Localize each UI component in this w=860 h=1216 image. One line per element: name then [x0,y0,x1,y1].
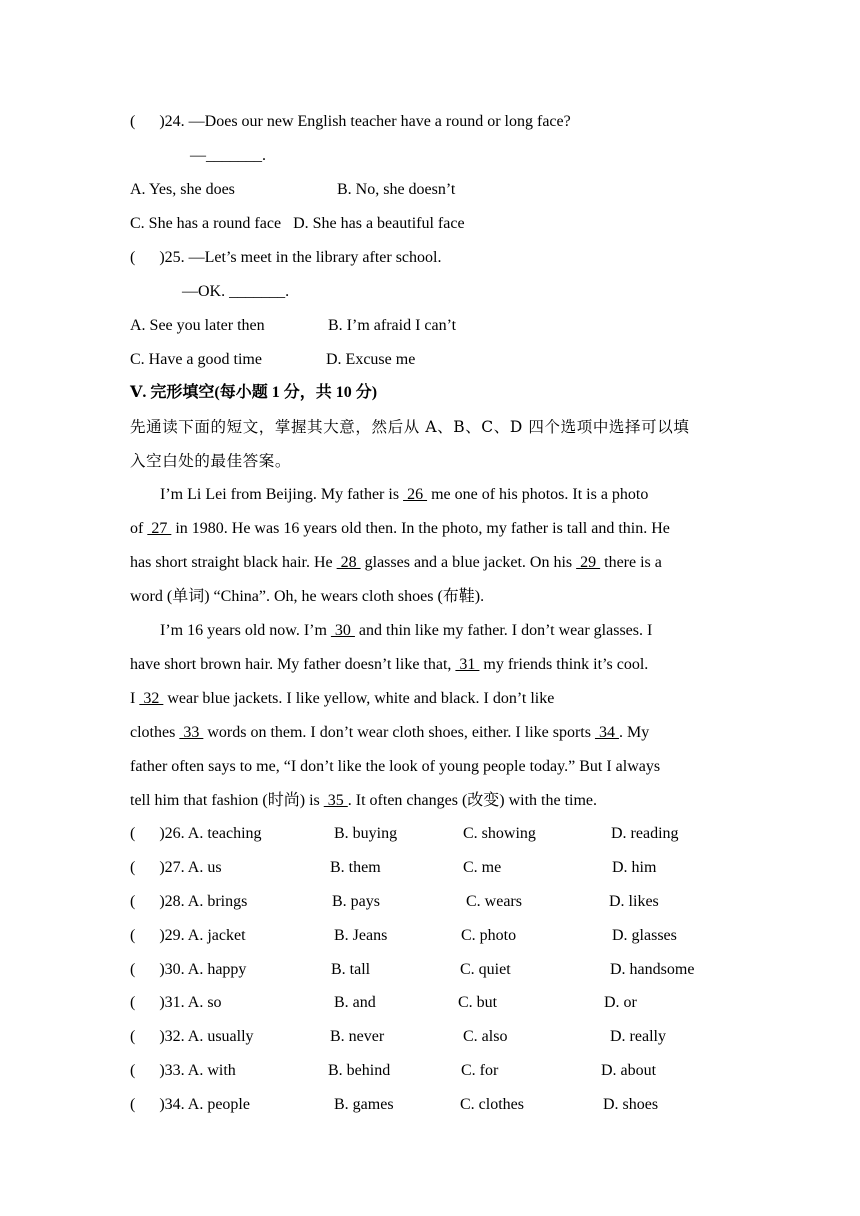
option-32-d: D. really [610,1028,666,1045]
blank-28: 28 [336,554,361,571]
section-title: Ⅴ. 完形填空(每小题 1 分，共 10 分) [130,384,378,401]
passage-line: I’m 16 years old now. I’m 30 and thin like my father. I don’t wear glasses. I [160,622,653,639]
blank-34: 34 [594,724,619,741]
option-32-c: C. also [463,1028,508,1045]
option-29-b: B. Jeans [334,927,388,944]
option-28-a: ( )28. A. brings [130,893,248,910]
option-26-b: B. buying [334,825,398,842]
option-34-b: B. games [334,1096,394,1113]
option-31-a: ( )31. A. so [130,994,222,1011]
option-29-a: ( )29. A. jacket [130,927,246,944]
passage-line: clothes 33 words on them. I don’t wear cloth shoes, either. I like sports 34 . My [130,724,650,741]
option-31-b: B. and [334,994,376,1011]
question-25-option-d: D. Excuse me [326,351,416,368]
blank-29: 29 [576,554,601,571]
question-25-option-a: A. See you later then [130,317,265,334]
option-33-a: ( )33. A. with [130,1062,236,1079]
option-26-c: C. showing [463,825,536,842]
question-25-answer-line: —OK. _______. [182,283,290,300]
section-instruction-line-1: 先通读下面的短文，掌握其大意，然后从 A、B、C、D 四个选项中选择可以填 [130,418,690,436]
option-33-b: B. behind [328,1062,391,1079]
blank-26: 26 [403,486,428,503]
passage-line: of 27 in 1980. He was 16 years old then. In the photo, my father is tall and thin. He [130,520,670,537]
question-24-option-b: B. No, she doesn’t [337,181,456,198]
section-instruction-line-2: 入空白处的最佳答案。 [130,452,292,470]
option-27-d: D. him [612,859,657,876]
passage-line: tell him that fashion (时尚) is 35 . It often changes (改变) with the time. [130,792,598,809]
blank-31: 31 [455,656,480,673]
option-31-c: C. but [458,994,498,1011]
blank-35: 35 [323,792,348,809]
option-30-d: D. handsome [610,961,695,978]
question-24-options-cd: C. She has a round face D. She has a beautiful face [130,215,465,232]
question-24-option-a: A. Yes, she does [130,181,235,198]
option-34-d: D. shoes [603,1096,659,1113]
option-29-d: D. glasses [612,927,677,944]
blank-30: 30 [330,622,355,639]
option-34-a: ( )34. A. people [130,1096,250,1113]
blank-33: 33 [179,724,204,741]
passage-line: word (单词) “China”. Oh, he wears cloth shoes (布鞋). [130,588,485,605]
option-28-c: C. wears [466,893,522,910]
option-34-c: C. clothes [460,1096,524,1113]
option-32-b: B. never [330,1028,385,1045]
passage-line: have short brown hair. My father doesn’t like that, 31 my friends think it’s cool. [130,656,649,673]
question-24-stem: ( )24. —Does our new English teacher have a round or long face? [130,113,571,130]
question-25-option-c: C. Have a good time [130,351,262,368]
question-24-answer-line: —_______. [190,147,266,164]
option-32-a: ( )32. A. usually [130,1028,254,1045]
passage-line: father often says to me, “I don’t like the look of young people today.” But I always [130,758,661,775]
option-33-c: C. for [461,1062,499,1079]
option-31-d: D. or [604,994,637,1011]
option-30-c: C. quiet [460,961,511,978]
blank-27: 27 [147,520,172,537]
option-26-a: ( )26. A. teaching [130,825,262,842]
option-27-c: C. me [463,859,502,876]
option-27-a: ( )27. A. us [130,859,222,876]
question-25-stem: ( )25. —Let’s meet in the library after school. [130,249,442,266]
option-28-d: D. likes [609,893,659,910]
option-26-d: D. reading [611,825,679,842]
option-30-b: B. tall [331,961,371,978]
blank-32: 32 [139,690,164,707]
option-29-c: C. photo [461,927,517,944]
passage-line: has short straight black hair. He 28 glasses and a blue jacket. On his 29 there is a [130,554,662,571]
option-27-b: B. them [330,859,381,876]
passage-line: I 32 wear blue jackets. I like yellow, white and black. I don’t like [130,690,555,707]
question-25-option-b: B. I’m afraid I can’t [328,317,457,334]
option-28-b: B. pays [332,893,380,910]
option-33-d: D. about [601,1062,657,1079]
option-30-a: ( )30. A. happy [130,961,247,978]
passage-line: I’m Li Lei from Beijing. My father is 26 me one of his photos. It is a photo [160,486,649,503]
